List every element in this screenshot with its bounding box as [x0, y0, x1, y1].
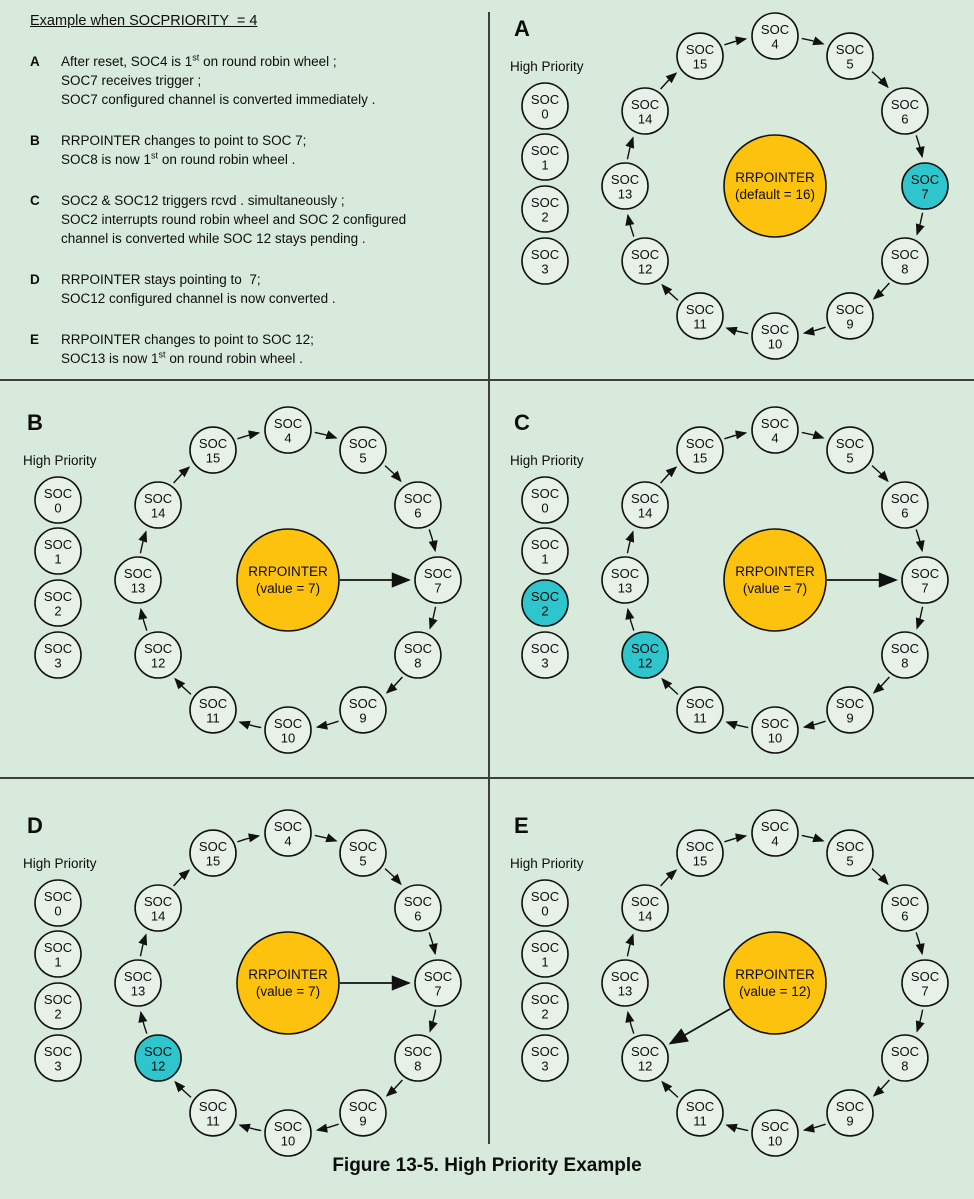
rrpointer-title: RRPOINTER — [735, 170, 815, 185]
panel-B — [0, 380, 487, 770]
wheel-arrow — [872, 72, 888, 87]
high-priority-soc-2-label: SOC 2 — [530, 992, 560, 1022]
wheel-arrow — [429, 529, 435, 550]
wheel-soc-14-label: SOC 14 — [144, 491, 173, 521]
panel-E-diagram — [487, 778, 974, 1168]
wheel-arrow — [174, 467, 189, 483]
wheel-soc-7-label: SOC 7 — [423, 969, 453, 999]
notes-items — [30, 52, 475, 368]
wheel-soc-15-label: SOC 15 — [685, 42, 715, 72]
wheel-soc-8-label: SOC 8 — [403, 1044, 432, 1074]
wheel-soc-6-label: SOC 6 — [890, 97, 919, 127]
wheel-soc-6-label: SOC 6 — [403, 491, 432, 521]
wheel-arrow — [141, 1012, 147, 1033]
panel-A — [487, 0, 974, 390]
wheel-arrow — [385, 466, 401, 481]
high-priority-soc-2-label: SOC 2 — [43, 589, 73, 619]
rrpointer-value: (value = 7) — [255, 984, 321, 999]
rrpointer-circle — [237, 529, 339, 631]
wheel-arrow — [916, 529, 922, 550]
wheel-soc-5-label: SOC 5 — [835, 42, 865, 72]
high-priority-label: High Priority — [510, 59, 584, 74]
panel-letter: C — [514, 410, 530, 435]
high-priority-soc-0-label: SOC 0 — [530, 486, 560, 516]
rrpointer-value: (default = 16) — [735, 187, 815, 202]
wheel-soc-12-label: SOC 12 — [144, 641, 173, 671]
wheel-arrow — [874, 677, 889, 693]
wheel-soc-14-label: SOC 14 — [631, 894, 660, 924]
panel-C — [487, 380, 974, 770]
panel-letter: A — [514, 16, 530, 41]
panel-B-diagram — [0, 380, 487, 770]
high-priority-label: High Priority — [510, 856, 584, 871]
wheel-soc-10-label: SOC 10 — [273, 716, 303, 746]
wheel-arrow — [237, 836, 258, 842]
note-item-letter: E — [30, 332, 40, 347]
wheel-arrow — [916, 135, 922, 156]
wheel-soc-11-label: SOC 11 — [685, 695, 715, 726]
wheel-soc-5-label: SOC 5 — [348, 436, 378, 466]
rrpointer-title: RRPOINTER — [248, 564, 328, 579]
wheel-soc-4-label: SOC 4 — [760, 22, 790, 52]
wheel-soc-13-label: SOC 13 — [123, 566, 153, 596]
wheel-soc-11-label: SOC 11 — [685, 1098, 715, 1129]
rrpointer-circle — [724, 135, 826, 237]
wheel-arrow — [315, 835, 336, 841]
wheel-soc-11-label: SOC 11 — [198, 695, 228, 726]
wheel-arrow — [724, 433, 745, 439]
high-priority-soc-1-label: SOC 1 — [43, 940, 73, 970]
wheel-arrow — [627, 532, 633, 553]
high-priority-label: High Priority — [510, 453, 584, 468]
rrpointer-title: RRPOINTER — [248, 967, 328, 982]
wheel-soc-4-label: SOC 4 — [760, 819, 790, 849]
wheel-arrow — [662, 285, 678, 300]
wheel-soc-12-label: SOC 12 — [631, 247, 660, 277]
wheel-arrow — [140, 935, 146, 956]
wheel-soc-9-label: SOC 9 — [835, 695, 865, 726]
high-priority-soc-2-label: SOC 2 — [43, 992, 73, 1022]
note-line: RRPOINTER changes to point to SOC 12; — [61, 332, 314, 347]
wheel-arrow — [627, 935, 633, 956]
note-item-letter: A — [30, 54, 40, 69]
panel-letter: E — [514, 813, 529, 838]
wheel-soc-9-label: SOC 9 — [835, 1098, 865, 1129]
note-line: SOC7 configured channel is converted immediately . — [61, 92, 376, 107]
wheel-arrow — [917, 607, 923, 628]
note-line: channel is converted while SOC 12 stays pending . — [61, 231, 366, 246]
high-priority-soc-0-label: SOC 0 — [530, 92, 560, 122]
wheel-arrow — [240, 1125, 261, 1131]
high-priority-label: High Priority — [23, 453, 97, 468]
wheel-arrow — [802, 835, 823, 841]
wheel-soc-15-label: SOC 15 — [198, 839, 228, 869]
wheel-soc-13-label: SOC 13 — [610, 969, 640, 999]
wheel-soc-6-label: SOC 6 — [403, 894, 432, 924]
high-priority-soc-2-label: SOC 2 — [530, 195, 560, 225]
high-priority-soc-3-label: SOC 3 — [43, 1044, 73, 1074]
wheel-arrow — [661, 73, 676, 89]
note-item-E — [30, 330, 475, 368]
wheel-arrow — [237, 433, 258, 439]
wheel-soc-12-label: SOC 12 — [631, 1044, 660, 1074]
notes-title: Example when SOCPRIORITY = 4 — [30, 13, 258, 29]
note-item-A — [30, 52, 475, 109]
wheel-arrow — [385, 869, 401, 884]
high-priority-soc-1-label: SOC 1 — [530, 143, 560, 173]
wheel-soc-11-label: SOC 11 — [198, 1098, 228, 1129]
wheel-arrow — [627, 138, 633, 159]
wheel-arrow — [317, 721, 338, 727]
rrpointer-value: (value = 12) — [739, 984, 811, 999]
wheel-soc-7-label: SOC 7 — [423, 566, 453, 596]
note-line: SOC2 interrupts round robin wheel and SOC 2 configured — [61, 212, 407, 227]
wheel-arrow — [240, 722, 261, 728]
high-priority-soc-3-label: SOC 3 — [43, 641, 73, 671]
rrpointer-title: RRPOINTER — [735, 967, 815, 982]
wheel-soc-8-label: SOC 8 — [403, 641, 432, 671]
wheel-arrow — [628, 215, 634, 236]
wheel-soc-7-label: SOC 7 — [910, 172, 940, 202]
high-priority-soc-0-label: SOC 0 — [530, 889, 560, 919]
rrpointer-value: (value = 7) — [255, 581, 321, 596]
wheel-soc-13-label: SOC 13 — [610, 566, 640, 596]
wheel-soc-15-label: SOC 15 — [198, 436, 228, 466]
note-item-text — [61, 191, 475, 248]
wheel-arrow — [175, 1082, 191, 1097]
high-priority-soc-3-label: SOC 3 — [530, 1044, 560, 1074]
wheel-soc-13-label: SOC 13 — [123, 969, 153, 999]
wheel-soc-14-label: SOC 14 — [144, 894, 173, 924]
high-priority-soc-2-label: SOC 2 — [530, 589, 560, 619]
wheel-soc-10-label: SOC 10 — [760, 1119, 790, 1149]
wheel-arrow — [175, 679, 191, 694]
wheel-arrow — [661, 870, 676, 886]
wheel-soc-8-label: SOC 8 — [890, 641, 919, 671]
wheel-arrow — [872, 869, 888, 884]
note-line: SOC13 is now 1st on round robin wheel . — [61, 349, 303, 366]
panel-D — [0, 778, 487, 1168]
wheel-soc-10-label: SOC 10 — [273, 1119, 303, 1149]
wheel-arrow — [917, 1010, 923, 1031]
wheel-soc-15-label: SOC 15 — [685, 839, 715, 869]
figure-caption: Figure 13-5. High Priority Example — [332, 1155, 642, 1176]
wheel-soc-4-label: SOC 4 — [760, 416, 790, 446]
divider-horizontal-2 — [0, 777, 974, 779]
wheel-arrow — [140, 532, 146, 553]
wheel-soc-5-label: SOC 5 — [835, 839, 865, 869]
wheel-soc-6-label: SOC 6 — [890, 894, 919, 924]
note-item-C — [30, 191, 475, 248]
note-item-letter: C — [30, 193, 40, 208]
wheel-arrow — [804, 1124, 825, 1130]
rrpointer-circle — [724, 932, 826, 1034]
note-line: SOC8 is now 1st on round robin wheel . — [61, 150, 296, 167]
high-priority-label: High Priority — [23, 856, 97, 871]
wheel-arrow — [317, 1124, 338, 1130]
wheel-soc-5-label: SOC 5 — [348, 839, 378, 869]
notes-panel — [0, 0, 487, 380]
divider-horizontal-1 — [0, 379, 974, 381]
wheel-arrow — [724, 836, 745, 842]
panel-letter: D — [27, 813, 43, 838]
wheel-arrow — [430, 1010, 436, 1031]
wheel-soc-9-label: SOC 9 — [835, 301, 865, 332]
wheel-soc-7-label: SOC 7 — [910, 969, 940, 999]
note-line: RRPOINTER stays pointing to 7; — [61, 272, 261, 287]
wheel-arrow — [628, 609, 634, 630]
wheel-arrow — [662, 1082, 678, 1097]
rrpointer-value: (value = 7) — [742, 581, 808, 596]
high-priority-soc-3-label: SOC 3 — [530, 247, 560, 277]
panel-C-diagram — [487, 380, 974, 770]
wheel-arrow — [917, 213, 923, 234]
wheel-arrow — [727, 1125, 748, 1131]
wheel-arrow — [429, 932, 435, 953]
wheel-soc-5-label: SOC 5 — [835, 436, 865, 466]
wheel-soc-4-label: SOC 4 — [273, 416, 303, 446]
wheel-arrow — [802, 38, 823, 44]
wheel-soc-14-label: SOC 14 — [631, 97, 660, 127]
note-line: RRPOINTER changes to point to SOC 7; — [61, 133, 307, 148]
wheel-soc-10-label: SOC 10 — [760, 322, 790, 352]
wheel-arrow — [802, 432, 823, 438]
note-line: SOC2 & SOC12 triggers rcvd . simultaneously ; — [61, 193, 345, 208]
note-item-text — [61, 330, 475, 368]
wheel-arrow — [387, 677, 402, 693]
rrpointer-arrow — [670, 1009, 730, 1044]
high-priority-soc-1-label: SOC 1 — [530, 940, 560, 970]
rrpointer-title: RRPOINTER — [735, 564, 815, 579]
wheel-arrow — [724, 39, 745, 45]
high-priority-soc-0-label: SOC 0 — [43, 486, 73, 516]
wheel-soc-12-label: SOC 12 — [631, 641, 660, 671]
wheel-soc-13-label: SOC 13 — [610, 172, 640, 202]
note-item-text — [61, 52, 475, 109]
wheel-arrow — [727, 722, 748, 728]
wheel-arrow — [141, 609, 147, 630]
high-priority-soc-0-label: SOC 0 — [43, 889, 73, 919]
divider-vertical — [488, 12, 490, 1144]
note-item-text — [61, 270, 475, 308]
note-line: SOC12 configured channel is now converted . — [61, 291, 336, 306]
note-item-B — [30, 131, 475, 169]
wheel-arrow — [661, 467, 676, 483]
wheel-soc-7-label: SOC 7 — [910, 566, 940, 596]
note-item-letter: B — [30, 133, 40, 148]
panel-E — [487, 778, 974, 1168]
wheel-arrow — [430, 607, 436, 628]
high-priority-soc-1-label: SOC 1 — [530, 537, 560, 567]
note-line: After reset, SOC4 is 1st on round robin wheel ; — [61, 52, 337, 69]
high-priority-soc-1-label: SOC 1 — [43, 537, 73, 567]
wheel-soc-8-label: SOC 8 — [890, 247, 919, 277]
wheel-arrow — [315, 432, 336, 438]
note-item-text — [61, 131, 475, 169]
wheel-arrow — [387, 1080, 402, 1096]
wheel-soc-12-label: SOC 12 — [144, 1044, 173, 1074]
wheel-arrow — [662, 679, 678, 694]
wheel-soc-9-label: SOC 9 — [348, 1098, 378, 1129]
wheel-arrow — [174, 870, 189, 886]
note-item-D — [30, 270, 475, 308]
panel-D-diagram — [0, 778, 487, 1168]
wheel-arrow — [874, 283, 889, 299]
wheel-soc-14-label: SOC 14 — [631, 491, 660, 521]
panel-A-diagram — [487, 0, 974, 390]
wheel-arrow — [872, 466, 888, 481]
wheel-arrow — [804, 721, 825, 727]
wheel-arrow — [727, 328, 748, 334]
wheel-soc-9-label: SOC 9 — [348, 695, 378, 726]
rrpointer-circle — [237, 932, 339, 1034]
note-line: SOC7 receives trigger ; — [61, 73, 202, 88]
wheel-soc-15-label: SOC 15 — [685, 436, 715, 466]
wheel-arrow — [628, 1012, 634, 1033]
wheel-soc-10-label: SOC 10 — [760, 716, 790, 746]
wheel-soc-11-label: SOC 11 — [685, 301, 715, 332]
note-item-letter: D — [30, 272, 40, 287]
wheel-arrow — [874, 1080, 889, 1096]
wheel-arrow — [916, 932, 922, 953]
wheel-arrow — [804, 327, 825, 333]
rrpointer-circle — [724, 529, 826, 631]
high-priority-soc-3-label: SOC 3 — [530, 641, 560, 671]
wheel-soc-6-label: SOC 6 — [890, 491, 919, 521]
wheel-soc-8-label: SOC 8 — [890, 1044, 919, 1074]
wheel-soc-4-label: SOC 4 — [273, 819, 303, 849]
panel-letter: B — [27, 410, 43, 435]
